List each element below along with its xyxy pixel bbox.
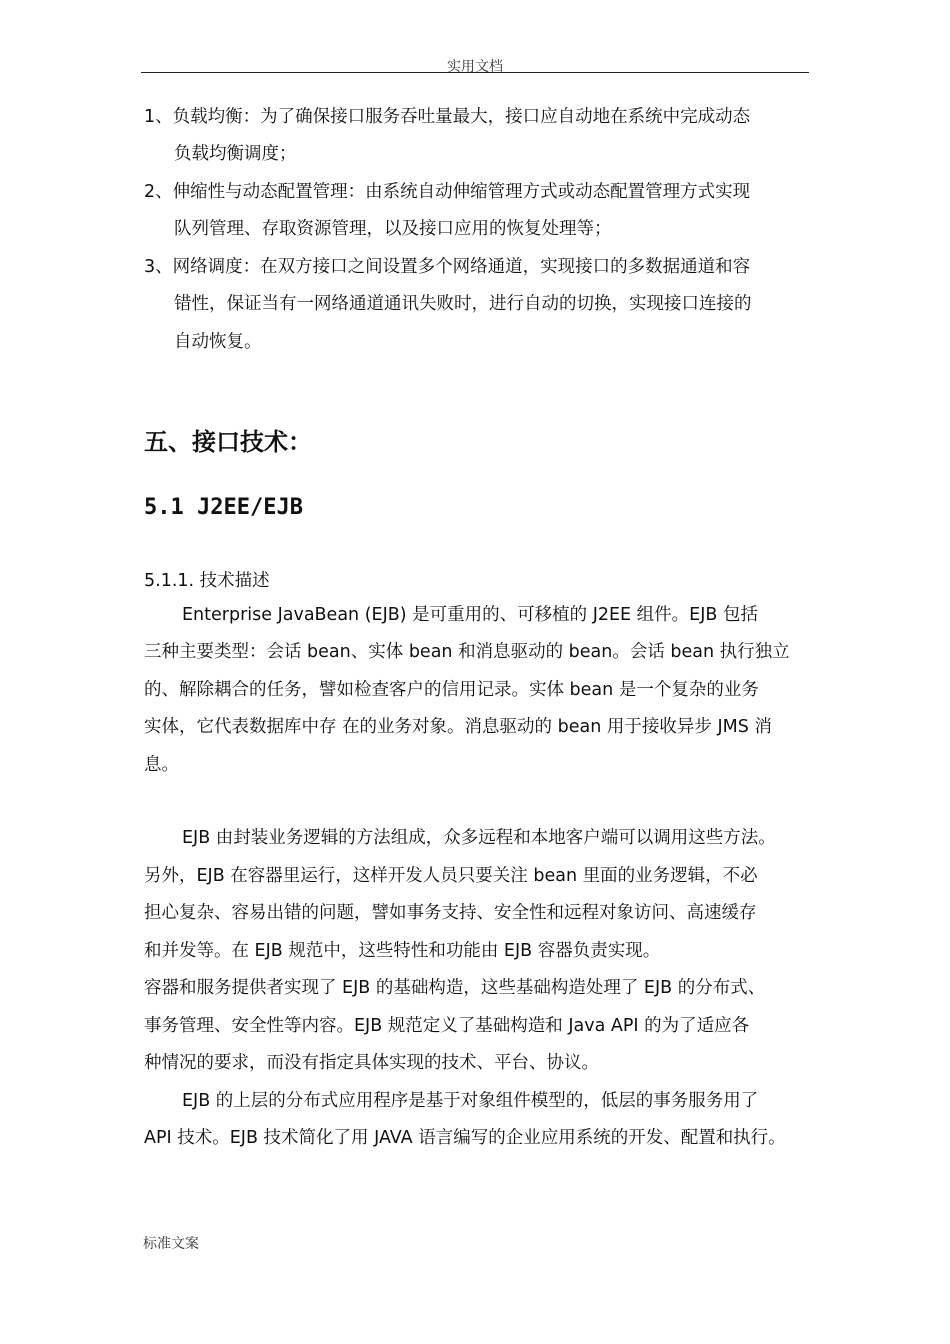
list-item-line: 1、负载均衡：为了确保接口服务吞吐量最大，接口应自动地在系统中完成动态: [144, 107, 751, 127]
list-item-line: 自动恢复。: [174, 332, 262, 352]
section-title: 五、接口技术：: [144, 428, 312, 456]
paragraph-line: 实体，它代表数据库中存 在的业务对象。消息驱动的 bean 用于接收异步 JMS 消: [144, 717, 772, 737]
paragraph-line: EJB 由封装业务逻辑的方法组成，众多远程和本地客户端可以调用这些方法。: [182, 828, 776, 848]
paragraph-line: 和并发等。在 EJB 规范中，这些特性和功能由 EJB 容器负责实现。: [144, 941, 661, 961]
paragraph-line: 事务管理、安全性等内容。EJB 规范定义了基础构造和 Java API 的为了适应各: [144, 1016, 750, 1036]
paragraph-line: 种情况的要求，而没有指定具体实现的技术、平台、协议。: [144, 1053, 599, 1073]
paragraph-line: 息。: [144, 755, 179, 775]
list-item-line: 2、伸缩性与动态配置管理：由系统自动伸缩管理方式或动态配置管理方式实现: [144, 182, 751, 202]
paragraph-line: Enterprise JavaBean (EJB) 是可重用的、可移植的 J2EE 组件。EJB 包括: [182, 605, 758, 625]
list-item-line: 3、网络调度：在双方接口之间设置多个网络通道，实现接口的多数据通道和容: [144, 257, 751, 277]
paragraph-line: 的、解除耦合的任务，譬如检查客户的信用记录。实体 bean 是一个复杂的业务: [144, 680, 759, 700]
paragraph-line: 担心复杂、容易出错的问题，譬如事务支持、安全性和远程对象访问、高速缓存: [144, 903, 757, 923]
page-header: 实用文档: [447, 59, 503, 75]
subsection-title: 5.1 J2EE/EJB: [144, 495, 303, 520]
paragraph-line: 另外，EJB 在容器里运行，这样开发人员只要关注 bean 里面的业务逻辑，不必: [144, 866, 758, 886]
paragraph-line: API 技术。EJB 技术简化了用 JAVA 语言编写的企业应用系统的开发、配置和执行。: [144, 1128, 786, 1148]
list-item-line: 负载均衡调度；: [174, 144, 297, 164]
subsubsection-title: 5.1.1. 技术描述: [144, 571, 270, 591]
page-footer: 标准文案: [143, 1236, 199, 1252]
list-item-line: 队列管理、存取资源管理，以及接口应用的恢复处理等；: [174, 219, 612, 239]
list-item-line: 错性，保证当有一网络通道通讯失败时，进行自动的切换，实现接口连接的: [174, 294, 752, 314]
paragraph-line: 容器和服务提供者实现了 EJB 的基础构造，这些基础构造处理了 EJB 的分布式、: [144, 978, 766, 998]
paragraph-line: EJB 的上层的分布式应用程序是基于对象组件模型的，低层的事务服务用了: [182, 1091, 759, 1111]
paragraph-line: 三种主要类型：会话 bean、实体 bean 和消息驱动的 bean。会话 bean 执行独立: [144, 642, 790, 662]
header-divider: [141, 72, 809, 73]
